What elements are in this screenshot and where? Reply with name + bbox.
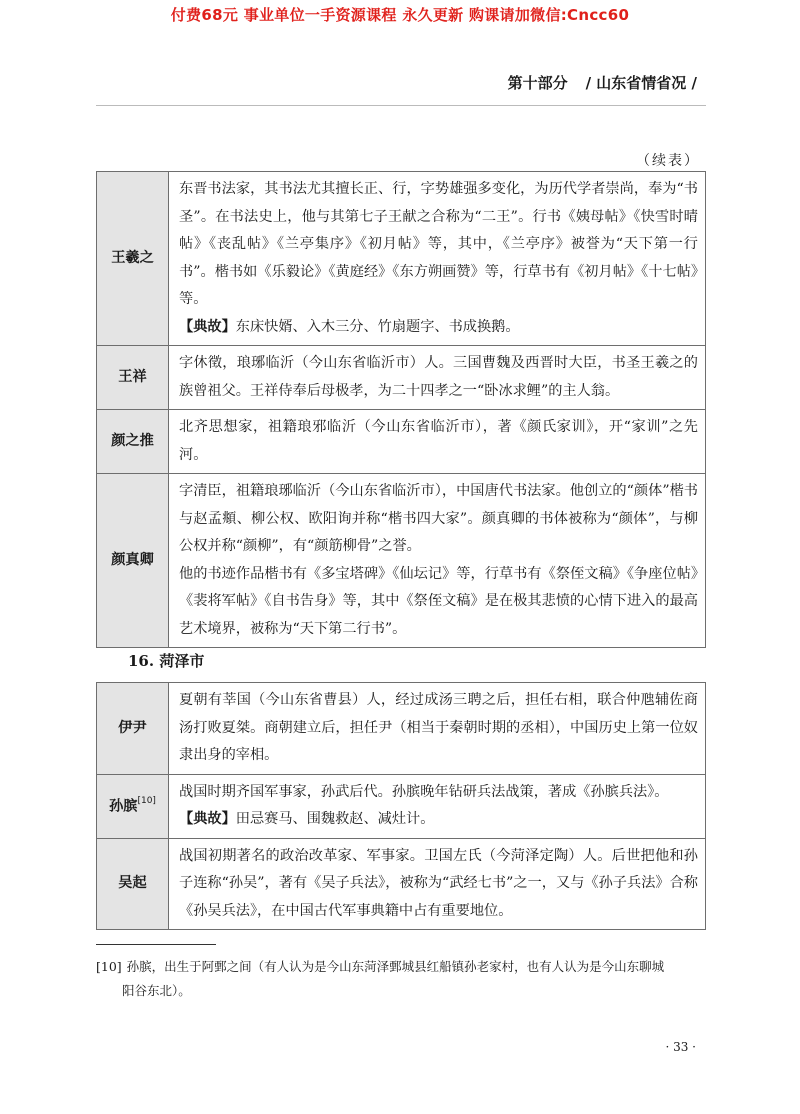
table-row — [97, 838, 706, 930]
footnote-line-continued: 阳谷东北）。 — [122, 983, 191, 998]
footnote-reference[interactable]: [10] — [137, 796, 156, 807]
person-name: 吴起 — [97, 838, 169, 930]
description-paragraph: 他的书迹作品楷书有《多宝塔碑》《仙坛记》等，行草书有《祭侄文稿》《争座位帖》《裴将军帖》《自书告身》等，其中《祭侄文稿》是在极其悲愤的心情下进入的最高艺术境界，被称为“天下第二行书”。 — [179, 565, 698, 637]
person-name: 伊尹 — [97, 683, 169, 775]
person-description — [169, 474, 706, 648]
footnote-text: 孙膑，出生于阿鄄之间（有人认为是今山东菏泽鄄城县红船镇孙老家村，也有人认为是今山东聊城 — [126, 959, 665, 974]
table-row — [97, 172, 706, 346]
header-title: / 山东省情省况 / — [585, 74, 697, 92]
figures-table-heze — [96, 682, 706, 930]
section-title: 16. 菏泽市 — [128, 652, 205, 670]
footnote — [96, 955, 708, 1003]
footnote-divider — [96, 944, 216, 945]
page-number: · 33 · — [665, 1040, 696, 1054]
figures-table-linyi — [96, 171, 706, 648]
person-description — [169, 410, 706, 474]
header-divider — [96, 105, 706, 106]
person-name: 王祥 — [97, 346, 169, 410]
description-paragraph: 字清臣，祖籍琅琊临沂（今山东省临沂市），中国唐代书法家。他创立的“颜体”楷书与赵孟頫、柳公权、欧阳询并称“楷书四大家”。颜真卿的书体被称为“颜体”，与柳公权并称“颜柳”，有“颜筋柳骨”之誉。 — [179, 483, 698, 554]
header-part: 第十部分 — [507, 74, 568, 92]
description-paragraph: 夏朝有莘国（今山东省曹县）人，经过成汤三聘之后，担任右相，联合仲虺辅佐商汤打败夏桀。商朝建立后，担任尹（相当于秦朝时期的丞相），中国历史上第一位奴隶出身的宰相。 — [179, 692, 698, 763]
person-name-cell — [97, 774, 169, 838]
description-paragraph: 字休徵，琅琊临沂（今山东省临沂市）人。三国曹魏及西晋时大臣，书圣王羲之的族曾祖父。王祥侍奉后母极孝，为二十四孝之一“卧冰求鲤”的主人翁。 — [179, 355, 698, 399]
person-description — [169, 346, 706, 410]
allusion-text: 田忌赛马、围魏救赵、减灶计。 — [235, 811, 435, 827]
description-paragraph: 北齐思想家，祖籍琅邪临沂（今山东省临沂市），著《颜氏家训》，开“家训”之先河。 — [179, 419, 698, 463]
description-paragraph: 战国时期齐国军事家，孙武后代。孙膑晚年钻研兵法战策，著成《孙膑兵法》。 — [179, 783, 669, 800]
table-row — [97, 774, 706, 838]
table-row — [97, 410, 706, 474]
page-header — [508, 72, 703, 93]
allusion-text: 东床快婿、入木三分、竹扇题字、书成换鹅。 — [235, 318, 520, 335]
person-description — [169, 774, 706, 838]
table-row — [97, 683, 706, 775]
person-name: 颜之推 — [97, 410, 169, 474]
person-name: 孙膑 — [109, 799, 138, 816]
allusion-line — [179, 314, 698, 342]
person-name: 颜真卿 — [97, 474, 169, 648]
table-row — [97, 346, 706, 410]
person-name: 王羲之 — [97, 172, 169, 346]
person-description — [169, 172, 706, 346]
allusion-line — [179, 806, 698, 834]
description-paragraph: 战国初期著名的政治改革家、军事家。卫国左氏（今菏泽定陶）人。后世把他和孙子连称“孙吴”，著有《吴子兵法》，被称为“武经七书”之一，又与《孙子兵法》合称《孙吴兵法》，在中国古代军事典籍中占有重要地位。 — [179, 847, 698, 919]
promo-banner: 付费68元 事业单位一手资源课程 永久更新 购课请加微信:Cncc60 — [170, 6, 630, 24]
footnote-line — [96, 955, 708, 979]
allusion-label: 【典故】 — [179, 811, 236, 827]
person-description — [169, 838, 706, 930]
person-description — [169, 683, 706, 775]
continued-label: （续表） — [636, 153, 700, 169]
footnote-mark: [10] — [96, 959, 122, 974]
description-paragraph: 东晋书法家，其书法尤其擅长正、行，字势雄强多变化，为历代学者崇尚，奉为“书圣”。在书法史上，他与其第七子王献之合称为“二王”。行书《姨母帖》《快雪时晴帖》《丧乱帖》《兰亭集序》《初月帖》等，其中，《兰亭序》被誉为“天下第一行书”。楷书如《乐毅论》《黄庭经》《东方朔画赞》等，行草书有《初月帖》《十七帖》等。 — [179, 181, 698, 307]
allusion-label: 【典故】 — [179, 318, 236, 335]
table-row — [97, 474, 706, 648]
